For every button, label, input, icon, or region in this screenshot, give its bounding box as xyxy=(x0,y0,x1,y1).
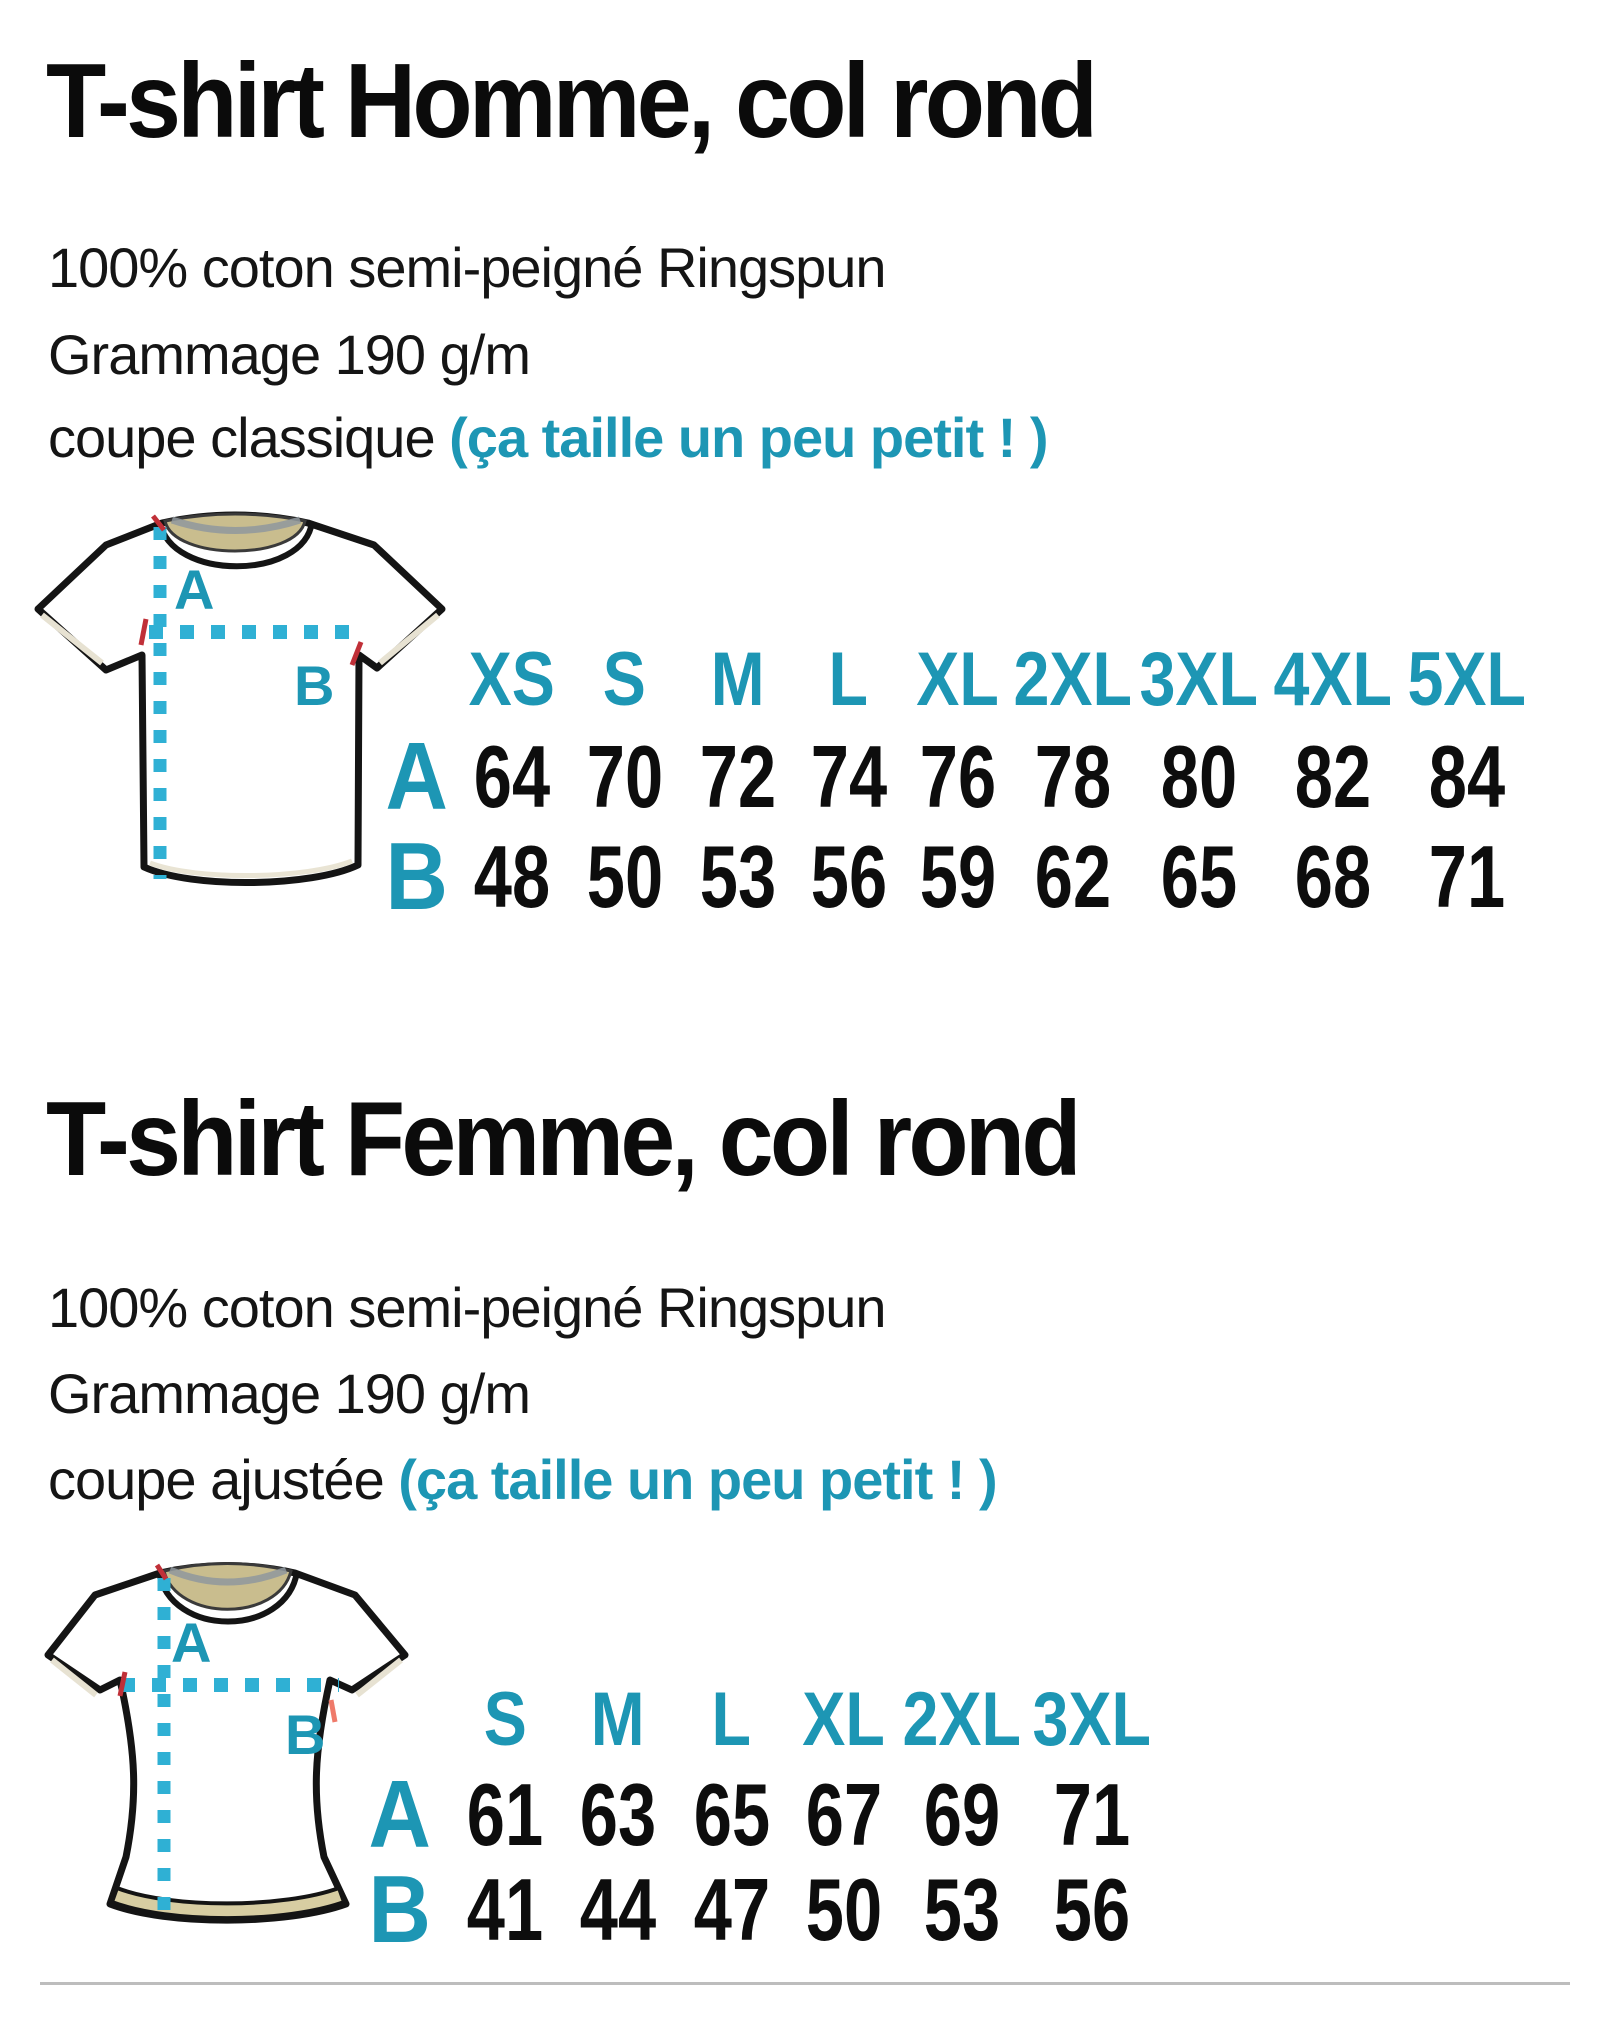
size-col-header: L xyxy=(711,1677,752,1762)
size-col-header: XL xyxy=(916,637,1000,722)
size-value: 69 xyxy=(923,1764,1001,1864)
size-col-header: S xyxy=(483,1677,527,1762)
size-value: 82 xyxy=(1294,727,1371,826)
size-value: 61 xyxy=(466,1764,544,1864)
size-value: 71 xyxy=(1428,827,1506,926)
size-value: 56 xyxy=(1053,1859,1131,1959)
femme-desc-line-2: Grammage 190 g/m xyxy=(48,1362,530,1425)
size-value: 74 xyxy=(810,727,887,826)
size-value: 67 xyxy=(805,1764,882,1864)
size-value: 48 xyxy=(473,827,550,926)
size-value: 62 xyxy=(1034,827,1112,926)
corner-cell xyxy=(350,1672,450,1767)
measure-b-label: B xyxy=(285,1703,326,1766)
size-value: 65 xyxy=(1160,827,1238,926)
row-label-b: B xyxy=(368,1855,432,1963)
size-value: 72 xyxy=(699,727,776,826)
size-col-header: 3XL xyxy=(1032,1677,1152,1762)
size-value: 64 xyxy=(473,727,550,826)
measure-b-label: B xyxy=(294,654,335,717)
size-col-header: 2XL xyxy=(1013,637,1133,722)
size-value: 63 xyxy=(579,1764,657,1864)
size-col-header: L xyxy=(828,637,869,722)
homme-title: T-shirt Homme, col rond xyxy=(46,42,1095,160)
size-col-header: 4XL xyxy=(1273,637,1392,722)
size-value: 47 xyxy=(693,1859,770,1959)
size-col-header: S xyxy=(602,637,647,722)
row-label-a: A xyxy=(368,1760,432,1868)
size-value: 44 xyxy=(579,1859,657,1959)
corner-cell xyxy=(378,632,455,727)
size-value: 53 xyxy=(699,827,776,926)
homme-size-table xyxy=(378,632,1534,930)
homme-desc-line-3 xyxy=(48,406,1048,469)
size-value: 59 xyxy=(919,827,997,926)
measure-a-label: A xyxy=(174,558,215,621)
size-value: 80 xyxy=(1160,727,1238,826)
size-value: 50 xyxy=(586,827,663,926)
section-divider xyxy=(40,1982,1570,1985)
homme-fit-note: (ça taille un peu petit ! ) xyxy=(449,406,1048,469)
size-col-header: M xyxy=(591,1677,645,1762)
size-value: 53 xyxy=(923,1859,1001,1959)
size-value: 65 xyxy=(693,1764,770,1864)
size-value: 50 xyxy=(805,1859,882,1959)
femme-desc-line-1: 100% coton semi-peigné Ringspun xyxy=(48,1276,886,1339)
femme-desc-line-3 xyxy=(48,1448,997,1511)
size-col-header: 3XL xyxy=(1139,637,1259,722)
size-col-header: M xyxy=(710,637,765,722)
femme-title: T-shirt Femme, col rond xyxy=(46,1080,1078,1198)
size-value: 71 xyxy=(1053,1764,1131,1864)
femme-fit-note: (ça taille un peu petit ! ) xyxy=(398,1448,997,1511)
homme-desc-line-2: Grammage 190 g/m xyxy=(48,323,530,386)
femme-fit-text: coupe ajustée xyxy=(48,1448,399,1511)
size-col-header: XS xyxy=(468,637,555,722)
row-label-b: B xyxy=(385,823,448,930)
size-value: 56 xyxy=(810,827,887,926)
size-value: 76 xyxy=(919,727,997,826)
femme-size-table xyxy=(350,1672,1160,1963)
size-value: 78 xyxy=(1034,727,1112,826)
salmon-tick-right xyxy=(331,1700,335,1722)
size-col-header: 5XL xyxy=(1407,637,1527,722)
measure-a-label: A xyxy=(171,1611,212,1674)
size-value: 84 xyxy=(1428,727,1506,826)
homme-desc-line-1: 100% coton semi-peigné Ringspun xyxy=(48,236,886,299)
size-col-header: 2XL xyxy=(902,1677,1022,1762)
homme-fit-text: coupe classique xyxy=(48,406,450,469)
size-value: 68 xyxy=(1294,827,1371,926)
size-value: 41 xyxy=(466,1859,544,1959)
size-col-header: XL xyxy=(802,1677,885,1762)
size-value: 70 xyxy=(586,727,663,826)
row-label-a: A xyxy=(385,723,448,830)
